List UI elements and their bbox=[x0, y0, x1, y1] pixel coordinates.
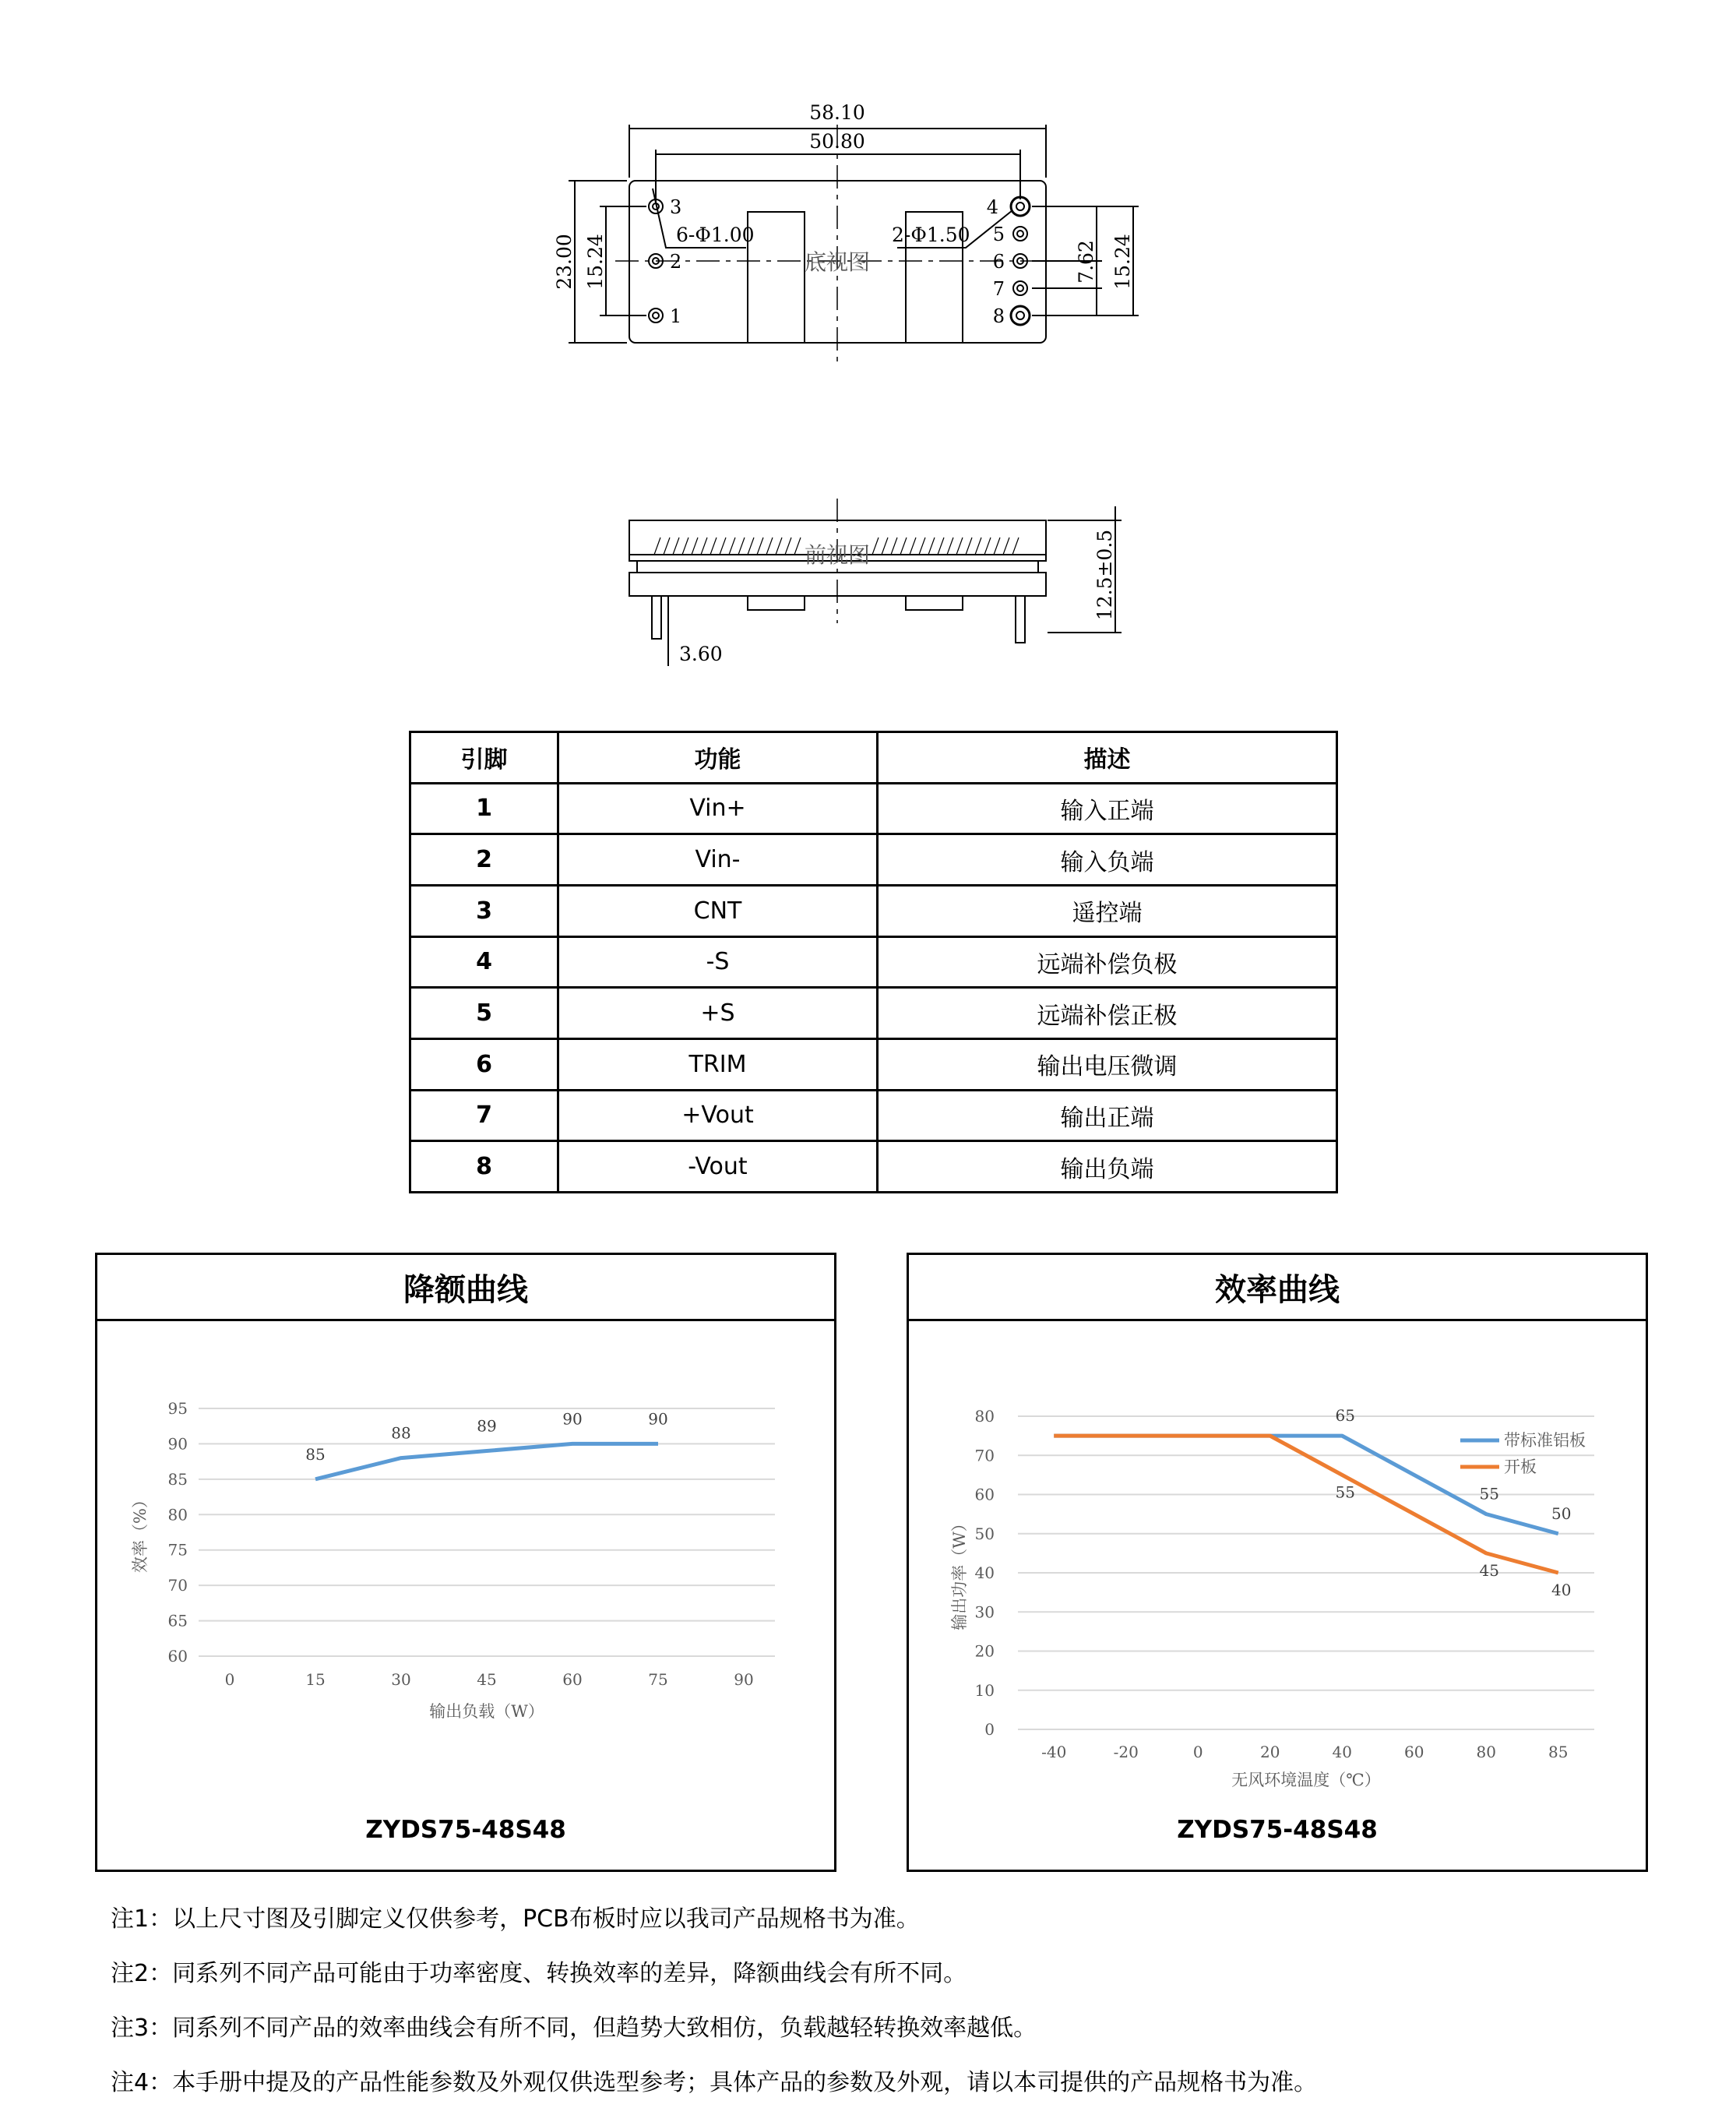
y-axis-label: 输出功率（W） bbox=[950, 1515, 969, 1630]
x-tick-label: 90 bbox=[734, 1670, 754, 1689]
series-line bbox=[315, 1443, 658, 1479]
x-tick-label: 40 bbox=[1332, 1743, 1352, 1761]
data-label: 40 bbox=[1551, 1581, 1572, 1599]
y-tick-label: 20 bbox=[974, 1641, 995, 1661]
description-cell: 输入负端 bbox=[878, 834, 1337, 886]
function-cell: CNT bbox=[558, 885, 878, 936]
legend-label: 带标准铝板 bbox=[1504, 1431, 1586, 1450]
dim-overall-height: 23.00 bbox=[553, 234, 576, 290]
dim-pin-length: 3.60 bbox=[679, 643, 723, 665]
y-axis-label: 效率（%） bbox=[131, 1492, 150, 1573]
x-tick-label: 80 bbox=[1476, 1743, 1496, 1761]
function-cell: Vin- bbox=[558, 834, 878, 886]
pin-cell: 2 bbox=[410, 834, 558, 886]
efficiency-chart-model: ZYDS75-48S48 bbox=[1177, 1816, 1378, 1844]
y-tick-label: 30 bbox=[974, 1602, 995, 1622]
data-label: 90 bbox=[648, 1409, 668, 1429]
dim-right-pin-spacing: 7.62 bbox=[1075, 240, 1097, 284]
pin-label-6: 6 bbox=[992, 251, 1005, 273]
dim-right-pin-span: 15.24 bbox=[1111, 234, 1134, 290]
y-tick-label: 95 bbox=[167, 1399, 188, 1418]
dim-overall-width: 58.10 bbox=[809, 101, 865, 124]
y-tick-label: 65 bbox=[167, 1611, 188, 1630]
table-row bbox=[410, 783, 1337, 834]
dim-left-pin-span: 15.24 bbox=[584, 234, 607, 290]
header-pin: 引脚 bbox=[410, 732, 558, 784]
function-cell: Vin+ bbox=[558, 783, 878, 834]
table-row bbox=[410, 1038, 1337, 1090]
x-tick-label: 15 bbox=[305, 1670, 326, 1689]
pin-label-2: 2 bbox=[670, 251, 682, 273]
y-tick-label: 85 bbox=[167, 1469, 188, 1489]
pin-label-8: 8 bbox=[992, 305, 1005, 327]
table-row bbox=[410, 1141, 1337, 1193]
note-3: 注3：同系列不同产品的效率曲线会有所不同，但趋势大致相仿，负载越轻转换效率越低。 bbox=[111, 2014, 1037, 2042]
data-label: 90 bbox=[562, 1409, 583, 1429]
pin-cell: 4 bbox=[410, 936, 558, 988]
function-cell: +S bbox=[558, 988, 878, 1039]
legend-label: 开板 bbox=[1504, 1458, 1537, 1476]
y-tick-label: 90 bbox=[167, 1434, 188, 1454]
efficiency-chart-panel bbox=[907, 1253, 1648, 1872]
front-view-label: 前视图 bbox=[804, 542, 871, 568]
y-tick-label: 80 bbox=[974, 1407, 995, 1426]
pin-label-3: 3 bbox=[670, 196, 682, 218]
efficiency-chart bbox=[909, 1321, 1646, 1804]
x-tick-label: 60 bbox=[1404, 1743, 1424, 1761]
data-label: 85 bbox=[305, 1444, 326, 1464]
x-tick-label: 0 bbox=[1192, 1743, 1203, 1761]
x-tick-label: 45 bbox=[477, 1670, 497, 1689]
function-cell: +Vout bbox=[558, 1090, 878, 1141]
y-tick-label: 0 bbox=[984, 1720, 995, 1739]
x-axis-label: 无风环境温度（℃） bbox=[1231, 1771, 1381, 1789]
notes bbox=[111, 1904, 1668, 2122]
derating-chart-model: ZYDS75-48S48 bbox=[365, 1816, 566, 1844]
table-row bbox=[410, 1090, 1337, 1141]
description-cell: 输出负端 bbox=[878, 1141, 1337, 1193]
data-label: 55 bbox=[1335, 1482, 1355, 1502]
description-cell: 输出电压微调 bbox=[878, 1038, 1337, 1090]
x-tick-label: -40 bbox=[1041, 1743, 1067, 1761]
table-header-row bbox=[410, 732, 1337, 784]
y-tick-label: 75 bbox=[167, 1540, 188, 1560]
pin-label-7: 7 bbox=[992, 278, 1005, 300]
x-tick-label: 0 bbox=[224, 1670, 235, 1689]
data-label: 45 bbox=[1479, 1560, 1499, 1580]
x-tick-label: 20 bbox=[1260, 1743, 1280, 1761]
x-tick-label: 30 bbox=[391, 1670, 411, 1689]
pin-cell: 3 bbox=[410, 885, 558, 936]
y-tick-label: 80 bbox=[167, 1505, 188, 1525]
y-tick-label: 70 bbox=[167, 1576, 188, 1595]
description-cell: 遥控端 bbox=[878, 885, 1337, 936]
pin-cell: 5 bbox=[410, 988, 558, 1039]
y-tick-label: 10 bbox=[974, 1680, 995, 1700]
y-tick-label: 50 bbox=[974, 1524, 995, 1543]
pin-cell: 6 bbox=[410, 1038, 558, 1090]
derating-chart bbox=[97, 1321, 834, 1804]
x-tick-label: 75 bbox=[648, 1670, 668, 1689]
dim-pin-span-width: 50.80 bbox=[809, 130, 865, 153]
header-function: 功能 bbox=[558, 732, 878, 784]
data-label: 55 bbox=[1479, 1484, 1499, 1503]
note-4: 注4：本手册中提及的产品性能参数及外观仅供选型参考；具体产品的参数及外观，请以本司提供的产品规格书为准。 bbox=[111, 2069, 1318, 2096]
x-tick-label: 85 bbox=[1548, 1743, 1569, 1761]
series-line bbox=[1054, 1436, 1558, 1573]
data-label: 89 bbox=[477, 1416, 497, 1436]
function-cell: -S bbox=[558, 936, 878, 988]
y-tick-label: 40 bbox=[974, 1563, 995, 1582]
header-description: 描述 bbox=[878, 732, 1337, 784]
pin-label-4: 4 bbox=[986, 196, 998, 218]
note-1: 注1：以上尺寸图及引脚定义仅供参考，PCB布板时应以我司产品规格书为准。 bbox=[111, 1905, 920, 1933]
table-row bbox=[410, 834, 1337, 886]
note-2: 注2：同系列不同产品可能由于功率密度、转换效率的差异，降额曲线会有所不同。 bbox=[111, 1960, 967, 1987]
y-tick-label: 60 bbox=[974, 1485, 995, 1504]
data-label: 50 bbox=[1551, 1503, 1572, 1523]
function-cell: -Vout bbox=[558, 1141, 878, 1193]
description-cell: 输入正端 bbox=[878, 783, 1337, 834]
dim-small-hole: 6-Φ1.00 bbox=[676, 224, 755, 246]
x-axis-label: 输出负载（W） bbox=[429, 1702, 544, 1721]
table-row bbox=[410, 936, 1337, 988]
table-row bbox=[410, 988, 1337, 1039]
efficiency-chart-title: 效率曲线 bbox=[909, 1255, 1646, 1321]
dim-large-hole: 2-Φ1.50 bbox=[892, 224, 970, 246]
pin-table bbox=[409, 731, 1338, 1193]
description-cell: 输出正端 bbox=[878, 1090, 1337, 1141]
pin-label-1: 1 bbox=[670, 305, 682, 327]
data-label: 65 bbox=[1335, 1406, 1355, 1426]
pin-cell: 7 bbox=[410, 1090, 558, 1141]
description-cell: 远端补偿负极 bbox=[878, 936, 1337, 988]
y-tick-label: 70 bbox=[974, 1446, 995, 1465]
pin-label-5: 5 bbox=[992, 224, 1005, 245]
derating-chart-panel bbox=[95, 1253, 836, 1872]
dimension-drawing bbox=[0, 0, 1736, 701]
derating-chart-title: 降额曲线 bbox=[97, 1255, 834, 1321]
pin-cell: 8 bbox=[410, 1141, 558, 1193]
x-tick-label: -20 bbox=[1113, 1743, 1139, 1761]
dim-module-height: 12.5±0.5 bbox=[1093, 529, 1116, 621]
function-cell: TRIM bbox=[558, 1038, 878, 1090]
x-tick-label: 60 bbox=[562, 1670, 583, 1689]
description-cell: 远端补偿正极 bbox=[878, 988, 1337, 1039]
bottom-view-label: 底视图 bbox=[804, 249, 871, 275]
table-row bbox=[410, 885, 1337, 936]
pin-cell: 1 bbox=[410, 783, 558, 834]
y-tick-label: 60 bbox=[167, 1647, 188, 1666]
data-label: 88 bbox=[391, 1423, 411, 1443]
